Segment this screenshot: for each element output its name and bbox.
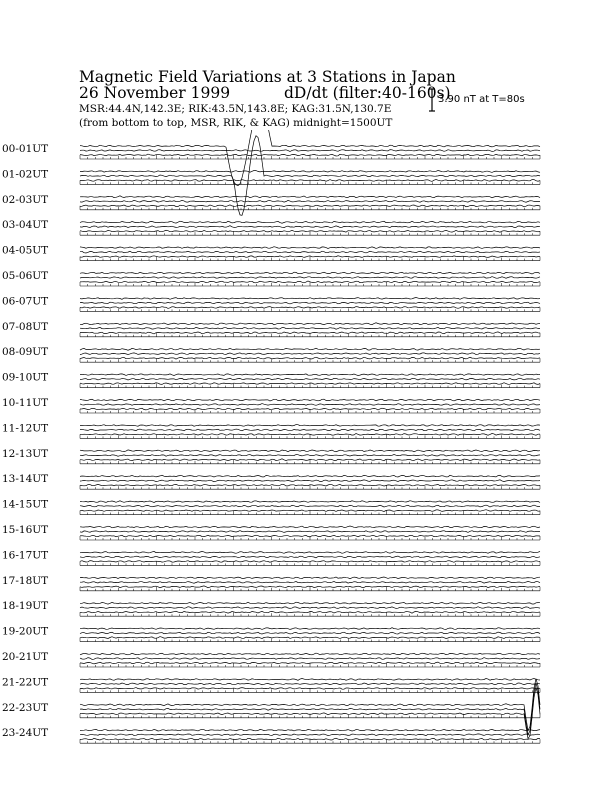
trace-kag (80, 374, 540, 376)
trace-kag (80, 475, 540, 477)
row-label: 20-21UT (2, 651, 49, 663)
trace-rik (80, 455, 540, 457)
row-10-11UT (2, 397, 540, 413)
row-19-20UT (2, 626, 540, 642)
row-04-05UT (2, 245, 540, 261)
trace-msr (80, 688, 540, 739)
row-label: 04-05UT (2, 244, 49, 257)
row-label: 18-19UT (2, 600, 49, 613)
row-label: 10-11UT (2, 397, 49, 409)
row-15-16UT (2, 524, 540, 540)
row-06-07UT (2, 295, 540, 311)
minute-ticks (80, 180, 540, 184)
row-20-21UT (2, 651, 540, 667)
row-11-12UT (2, 422, 540, 438)
trace-kag (80, 399, 540, 401)
trace-rik (80, 251, 540, 253)
row-21-22UT (2, 676, 540, 692)
row-label: 15-16UT (2, 524, 49, 536)
minute-ticks (80, 511, 540, 515)
station-order-note: (from bottom to top, MSR, RIK, & KAG) midnight=1500UT (79, 117, 393, 129)
row-label: 09-10UT (2, 371, 49, 384)
trace-rik (80, 136, 540, 216)
trace-rik (80, 607, 540, 609)
minute-ticks (80, 561, 540, 565)
minute-ticks (80, 638, 540, 642)
row-label: 00-01UT (2, 143, 49, 155)
minute-ticks (80, 231, 540, 235)
trace-rik (80, 505, 540, 507)
chart-title: Magnetic Field Variations at 3 Stations in Japan (79, 68, 456, 86)
trace-kag (80, 729, 540, 731)
minute-ticks (80, 663, 540, 667)
trace-kag (80, 602, 540, 604)
trace-rik (80, 429, 540, 431)
trace-rik (80, 277, 540, 279)
minute-ticks (80, 307, 540, 311)
minute-ticks (80, 739, 540, 743)
trace-rik (80, 327, 540, 329)
row-label: 11-12UT (2, 422, 49, 435)
row-18-19UT (2, 600, 540, 616)
trace-kag (80, 551, 540, 553)
minute-ticks (80, 714, 540, 718)
row-label: 13-14UT (2, 473, 49, 486)
station-coordinates: MSR:44.4N,142.3E; RIK:43.5N,143.8E; KAG:31.5N,130.7E (79, 103, 392, 115)
row-07-08UT (2, 321, 540, 337)
trace-kag (80, 577, 540, 579)
trace-kag (80, 272, 540, 274)
minute-ticks (80, 409, 540, 413)
row-05-06UT (2, 270, 540, 286)
row-label: 03-04UT (2, 219, 49, 232)
trace-kag (80, 450, 540, 452)
trace-rik (80, 556, 540, 558)
row-08-09UT (2, 346, 540, 362)
row-label: 12-13UT (2, 447, 49, 460)
trace-kag (80, 171, 540, 173)
row-label: 14-15UT (2, 498, 49, 511)
row-01-02UT (2, 136, 540, 216)
minute-ticks (80, 536, 540, 540)
trace-rik (80, 531, 540, 533)
trace-rik (80, 226, 540, 228)
row-02-03UT (2, 194, 540, 210)
trace-rik (80, 683, 540, 685)
row-16-17UT (2, 549, 540, 565)
minute-ticks (80, 688, 540, 692)
magnetogram-plot (0, 130, 612, 750)
row-13-14UT (2, 473, 540, 489)
trace-kag (80, 298, 540, 300)
row-label: 01-02UT (2, 168, 49, 181)
trace-rik (80, 480, 540, 482)
row-14-15UT (2, 499, 540, 515)
minute-ticks (80, 358, 540, 362)
trace-rik (80, 632, 540, 634)
trace-rik (80, 353, 540, 355)
chart-date: 26 November 1999 (79, 84, 231, 102)
trace-kag (80, 425, 540, 427)
row-label: 23-24UT (2, 727, 49, 740)
trace-rik (80, 200, 540, 202)
trace-rik (80, 150, 540, 152)
trace-kag (80, 323, 540, 325)
trace-kag (80, 653, 540, 655)
row-label: 05-06UT (2, 270, 49, 282)
trace-rik (80, 734, 540, 736)
trace-kag (80, 628, 540, 630)
trace-rik (80, 404, 540, 406)
row-label: 16-17UT (2, 549, 49, 562)
trace-kag (80, 526, 540, 528)
trace-kag (80, 501, 540, 503)
trace-kag (80, 679, 540, 731)
trace-kag (80, 679, 540, 681)
chart-header (0, 0, 612, 140)
trace-kag (80, 196, 540, 198)
trace-rik (80, 302, 540, 304)
row-label: 08-09UT (2, 346, 49, 359)
row-03-04UT (2, 219, 540, 235)
trace-rik (80, 378, 540, 380)
row-label: 07-08UT (2, 320, 49, 333)
minute-ticks (80, 206, 540, 210)
row-label: 22-23UT (2, 701, 49, 714)
row-label: 06-07UT (2, 295, 49, 308)
scale-label: 3.90 nT at T=80s (438, 94, 525, 105)
scale-bar (428, 88, 436, 112)
trace-rik (80, 658, 540, 660)
row-17-18UT (2, 575, 540, 591)
row-12-13UT (2, 448, 540, 464)
row-00-01UT (2, 130, 540, 186)
row-09-10UT (2, 372, 540, 388)
row-label: 02-03UT (2, 193, 49, 206)
trace-kag (80, 247, 540, 249)
trace-kag (80, 221, 540, 223)
row-label: 17-18UT (2, 574, 49, 587)
row-label: 21-22UT (2, 676, 49, 689)
row-label: 19-20UT (2, 625, 49, 638)
chart-component: dD/dt (filter:40-160s) (284, 84, 451, 102)
trace-rik (80, 582, 540, 584)
row-23-24UT (2, 727, 540, 743)
trace-kag (80, 348, 540, 350)
